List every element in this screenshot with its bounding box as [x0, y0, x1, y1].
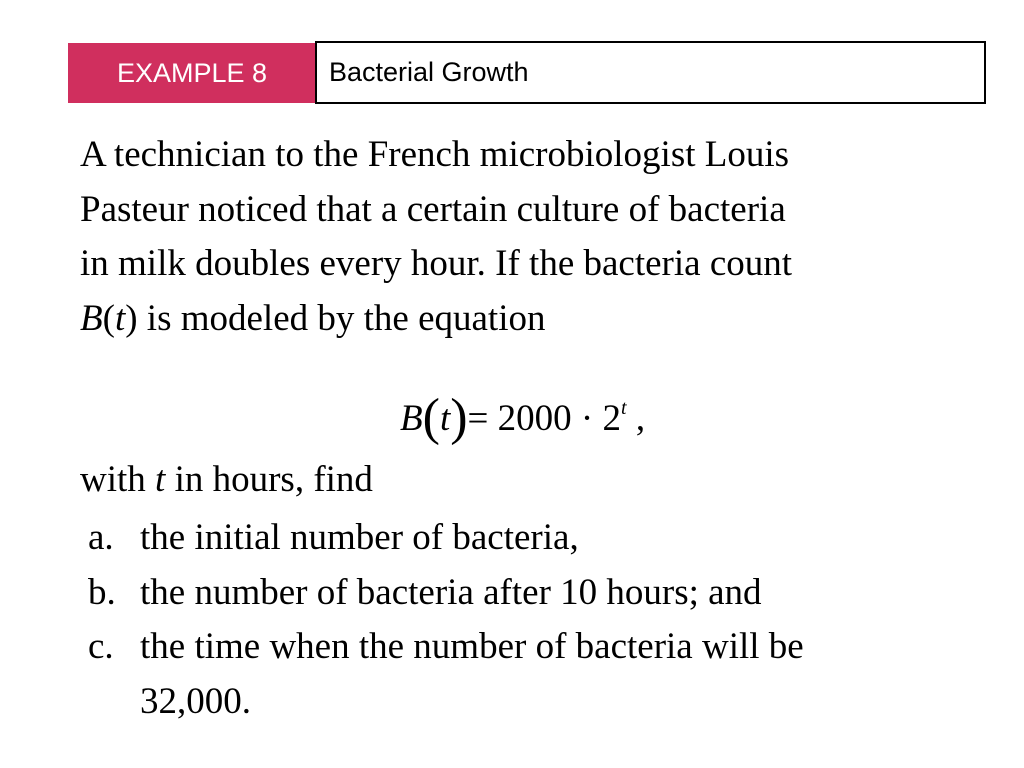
list-item-line: 32,000.: [140, 680, 251, 722]
list-item-text: [140, 511, 988, 566]
list-item: [88, 511, 988, 566]
list-item: [88, 620, 988, 729]
instruction-prefix: with: [80, 459, 156, 500]
question-list: [88, 511, 988, 729]
equation-variable: t: [439, 398, 451, 439]
paragraph-line-4: [80, 292, 980, 347]
list-item-letter: b.: [88, 571, 116, 613]
equation-exponent: t: [621, 397, 627, 419]
paragraph-line-4-rest: ) is modeled by the equation: [125, 297, 546, 339]
instruction-line: [80, 453, 373, 507]
instruction-suffix: in hours, find: [165, 459, 373, 500]
instruction-variable: t: [155, 459, 166, 500]
example-badge: EXAMPLE 8: [68, 43, 316, 103]
paragraph-line-3: in milk doubles every hour. If the bacteria count: [80, 243, 793, 284]
list-item-text: [140, 620, 988, 729]
problem-paragraph: [80, 128, 980, 346]
function-symbol: B: [80, 297, 103, 339]
growth-equation: [400, 378, 645, 449]
example-title: Bacterial Growth: [315, 41, 986, 104]
equation-close-paren: ): [450, 389, 468, 446]
equation-function: B: [400, 398, 423, 439]
list-item-text: [140, 566, 988, 621]
equation-rhs: = 2000 · 2: [467, 398, 621, 439]
open-paren: (: [102, 297, 115, 339]
paragraph-line-2: Pasteur noticed that a certain culture of bacteria: [80, 188, 786, 230]
list-item-line: the initial number of bacteria,: [140, 517, 579, 558]
time-variable: t: [114, 297, 126, 339]
list-item-letter: c.: [88, 626, 114, 667]
equation-trailing-comma: ,: [626, 398, 646, 439]
list-item-line: the time when the number of bacteria will be: [140, 626, 804, 667]
equation-open-paren: (: [422, 389, 440, 446]
paragraph-line-1: A technician to the French microbiologist Louis: [80, 134, 790, 175]
list-item-letter: a.: [88, 517, 114, 558]
list-item-line: the number of bacteria after 10 hours; and: [140, 571, 762, 613]
list-item: [88, 566, 988, 621]
